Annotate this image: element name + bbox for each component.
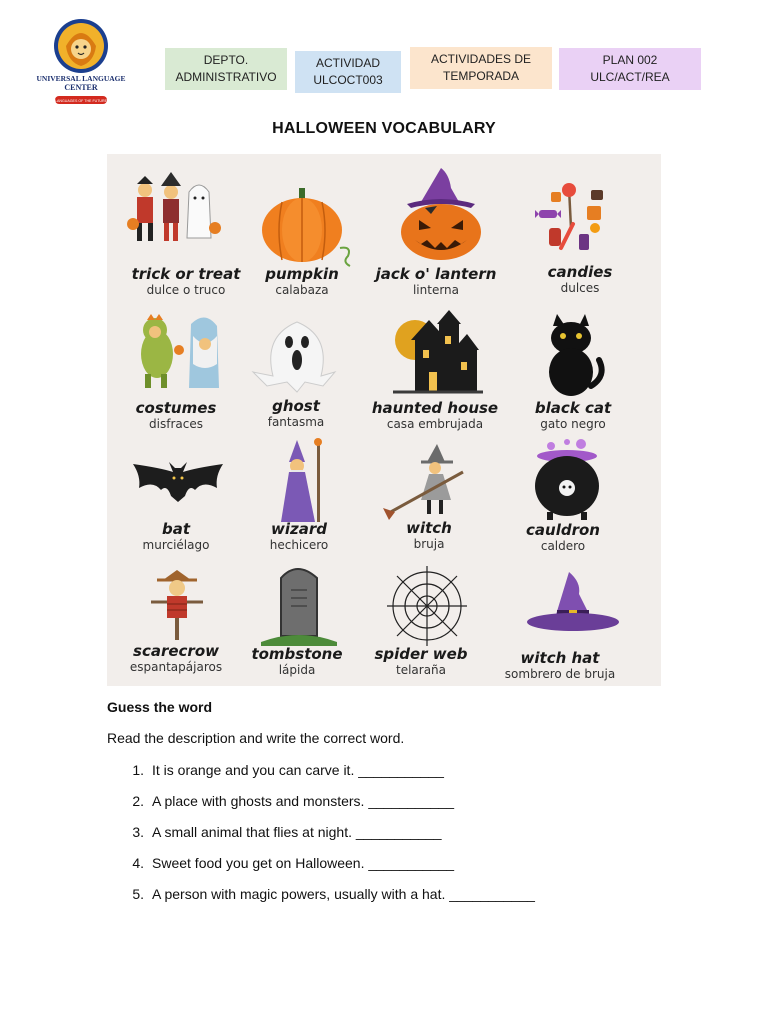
candies-icon <box>535 183 603 250</box>
bat-icon <box>133 462 223 502</box>
vocab-translation: hechicero <box>269 538 329 552</box>
header-box-line: ULC/ACT/REA <box>590 70 670 84</box>
vocab-word: jack o' lantern <box>375 265 497 283</box>
vocab-word: spider web <box>374 645 468 663</box>
question-item <box>120 793 535 824</box>
vocab-translation: lápida <box>278 663 316 677</box>
witch-hat-icon <box>527 572 619 631</box>
vocab-word: black cat <box>534 399 612 417</box>
vocab-card-pumpkin <box>233 265 371 298</box>
question-number: 5. <box>132 886 144 902</box>
vocab-translation: calabaza <box>275 283 329 297</box>
page-title: HALLOWEEN VOCABULARY <box>272 120 496 137</box>
haunted-house-icon <box>393 310 483 392</box>
vocab-word: bat <box>161 520 191 538</box>
witch-icon <box>383 444 463 520</box>
vocab-card-wizard <box>230 520 368 553</box>
vocab-card-scarecrow <box>107 642 245 675</box>
vocab-translation: dulce o truco <box>146 283 226 297</box>
pumpkin-icon <box>262 188 350 266</box>
vocab-word: haunted house <box>371 399 499 417</box>
vocab-translation: dulces <box>560 281 600 295</box>
vocab-card-ghost <box>227 397 365 430</box>
vocab-card-spider-web <box>352 645 490 678</box>
costumes-icon <box>141 314 219 388</box>
header-box-department <box>165 48 287 90</box>
vocab-card-witch <box>360 519 498 552</box>
vocab-word: trick or treat <box>131 265 241 283</box>
header-box-line: ACTIVIDADES DE <box>430 52 532 66</box>
vocab-translation: sombrero de bruja <box>504 667 616 681</box>
vocab-card-candies <box>511 263 649 296</box>
vocabulary-poster <box>107 154 661 686</box>
question-item <box>120 762 535 793</box>
vocab-word: wizard <box>271 520 327 538</box>
spider-web-icon <box>387 566 467 646</box>
vocab-word: scarecrow <box>133 642 219 660</box>
exercise-instruction: Read the description and write the correct word. <box>107 730 405 746</box>
vocab-card-jack-o-lantern <box>367 265 505 298</box>
question-number: 4. <box>132 855 144 871</box>
tombstone-icon <box>261 569 337 646</box>
question-list <box>120 762 535 917</box>
logo-text-bottom: CENTER <box>64 83 98 92</box>
header-box-line: ULCOCT003 <box>313 73 383 87</box>
vocab-card-cauldron <box>494 521 632 554</box>
vocab-word: witch hat <box>520 649 600 667</box>
question-text: It is orange and you can carve it. ___________ <box>152 762 444 778</box>
vocab-card-bat <box>107 520 245 553</box>
question-item <box>120 886 535 917</box>
vocab-translation: gato negro <box>540 417 606 431</box>
header-box-line: PLAN 002 <box>602 53 658 67</box>
header-box-line: TEMPORADA <box>442 69 519 83</box>
vocab-translation: murciélago <box>142 538 210 552</box>
question-text: A person with magic powers, usually with a hat. ___________ <box>152 886 535 902</box>
vocab-translation: telaraña <box>395 663 447 677</box>
header-box-line: DEPTO. <box>203 53 249 67</box>
question-number: 1. <box>132 762 144 778</box>
vocab-translation: disfraces <box>149 417 203 431</box>
vocab-translation: caldero <box>540 539 586 553</box>
school-logo <box>36 16 126 108</box>
logo-ribbon-text: LANGUAGES OF THE FUTURE <box>54 99 108 103</box>
header-box-line: ADMINISTRATIVO <box>175 70 277 84</box>
question-number: 2. <box>132 793 144 809</box>
trick-or-treat-icon <box>127 172 221 241</box>
scarecrow-icon <box>151 570 203 640</box>
vocab-translation: linterna <box>412 283 460 297</box>
jack-o-lantern-icon <box>401 168 481 260</box>
vocab-word: candies <box>547 263 613 281</box>
exercise-heading: Guess the word <box>107 699 213 715</box>
wizard-icon <box>281 438 322 522</box>
vocab-word: tombstone <box>251 645 343 663</box>
vocab-translation: bruja <box>413 537 445 551</box>
header-box-season <box>410 47 552 89</box>
black-cat-icon <box>549 314 602 396</box>
question-text: A small animal that flies at night. ___________ <box>152 824 442 840</box>
vocab-card-black-cat <box>504 399 642 432</box>
vocab-word: witch <box>406 519 452 537</box>
ghost-icon <box>253 322 335 392</box>
vocab-word: cauldron <box>526 521 600 539</box>
header-box-activity <box>295 51 401 93</box>
vocab-translation: espantapájaros <box>129 660 223 674</box>
vocab-card-witch-hat <box>491 649 629 682</box>
vocab-card-costumes <box>107 399 245 432</box>
vocab-word: pumpkin <box>265 265 339 283</box>
question-text: A place with ghosts and monsters. ___________ <box>152 793 454 809</box>
vocab-word: ghost <box>272 397 320 415</box>
vocab-translation: fantasma <box>267 415 325 429</box>
header-box-line: ACTIVIDAD <box>315 56 380 70</box>
question-number: 3. <box>132 824 144 840</box>
header-box-plan <box>559 48 701 90</box>
logo-text-top: UNIVERSAL LANGUAGE <box>36 74 126 83</box>
vocab-translation: casa embrujada <box>386 417 484 431</box>
vocab-card-haunted-house <box>366 399 504 432</box>
question-item <box>120 824 535 855</box>
question-item <box>120 855 535 886</box>
cauldron-icon <box>535 439 599 520</box>
vocab-word: costumes <box>135 399 217 417</box>
question-text: Sweet food you get on Halloween. ___________ <box>152 855 455 871</box>
vocab-card-tombstone <box>228 645 366 678</box>
